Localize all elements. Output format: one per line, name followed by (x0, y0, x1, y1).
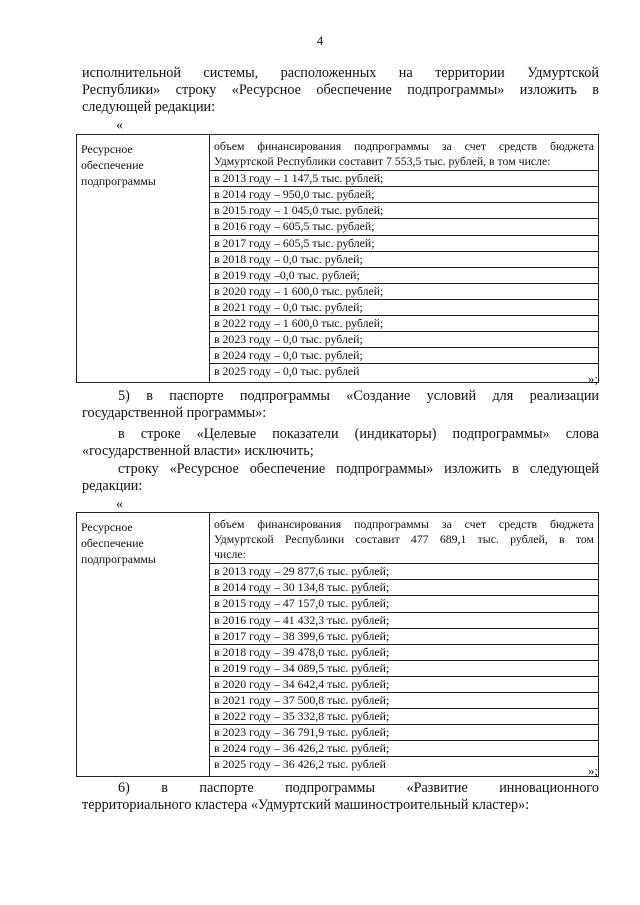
table1-content-cell (210, 135, 599, 383)
intro-line-2: Республики» строку «Ресурсное обеспечение подпрограммы» изложить в (82, 82, 599, 98)
table2-year-row: в 2021 году – 37 500,8 тыс. рублей; (210, 692, 598, 708)
table1-year-row: в 2025 году – 0,0 тыс. рублей (210, 363, 598, 382)
item6-line-1: 6) в паспорте подпрограммы «Развитие инновационного (118, 780, 599, 796)
table2-intro-line-3: числе: (214, 547, 246, 562)
table2-label-line: подпрограммы (81, 552, 156, 566)
open-quote-1: « (116, 118, 123, 133)
item5-line-1: 5) в паспорте подпрограммы «Создание условий для реализации (118, 388, 599, 404)
table2-year-row: в 2020 году – 34 642,4 тыс. рублей; (210, 676, 598, 692)
table1-intro-line-2: Удмуртской Республики составит 7 553,5 тыс. рублей, в том числе: (214, 154, 551, 169)
table2-year-row: в 2013 году – 29 877,6 тыс. рублей; (210, 563, 598, 579)
table2-year-row: в 2019 году – 34 089,5 тыс. рублей; (210, 660, 598, 676)
table1-year-row: в 2014 году – 950,0 тыс. рублей; (210, 186, 598, 202)
table1-label-line: Ресурсное (81, 142, 133, 156)
table1-year-row: в 2020 году – 1 600,0 тыс. рублей; (210, 283, 598, 299)
table2-year-row: в 2014 году – 30 134,8 тыс. рублей; (210, 579, 598, 595)
table1-year-row: в 2023 году – 0,0 тыс. рублей; (210, 331, 598, 347)
item5-line-4: «государственной власти» исключить; (82, 443, 314, 459)
intro-line-1: исполнительной системы, расположенных на территории Удмуртской (82, 65, 599, 81)
table2-year-row: в 2016 году – 41 432,3 тыс. рублей; (210, 612, 598, 628)
close-quote-1: »; (587, 371, 598, 386)
table2-intro-line-2: Удмуртской Республики составит 477 689,1 тыс. рублей, в том (214, 532, 594, 547)
table2-intro-line-1: объем финансирования подпрограммы за счет средств бюджета (214, 517, 594, 531)
item5-line-5: строку «Ресурсное обеспечение подпрограммы» изложить в следующей (118, 461, 599, 477)
resource-table-1 (76, 134, 599, 383)
table2-year-row: в 2018 году – 39 478,0 тыс. рублей; (210, 644, 598, 660)
table1-year-row: в 2022 году – 1 600,0 тыс. рублей; (210, 315, 598, 331)
table1-year-row: в 2021 году – 0,0 тыс. рублей; (210, 299, 598, 315)
page-number: 4 (316, 33, 324, 48)
table2-year-row: в 2022 году – 35 332,8 тыс. рублей; (210, 708, 598, 724)
table1-label-line: подпрограммы (81, 174, 156, 188)
table2-year-row: в 2017 году – 38 399,6 тыс. рублей; (210, 628, 598, 644)
item5-line-3: в строке «Целевые показатели (индикаторы) подпрограммы» слова (118, 426, 599, 442)
intro-line-3: следующей редакции: (82, 99, 216, 115)
item5-line-2: государственной программы»: (82, 405, 267, 421)
item6-line-2: территориального кластера «Удмуртский машиностроительный кластер»: (82, 797, 530, 813)
item5-line-6: редакции: (82, 478, 143, 494)
close-quote-2: »; (587, 763, 598, 778)
table2-year-row: в 2015 году – 47 157,0 тыс. рублей; (210, 595, 598, 611)
table1-year-row: в 2019 году –0,0 тыс. рублей; (210, 267, 598, 283)
table1-year-row: в 2017 году – 605,5 тыс. рублей; (210, 235, 598, 251)
table2-year-row: в 2025 году – 36 426,2 тыс. рублей (210, 756, 598, 775)
table2-year-row: в 2023 году – 36 791,9 тыс. рублей; (210, 724, 598, 740)
resource-table-2 (76, 512, 599, 777)
table1-year-row: в 2015 году – 1 045,0 тыс. рублей; (210, 202, 598, 218)
table1-year-row: в 2018 году – 0,0 тыс. рублей; (210, 251, 598, 267)
table2-label-line: Ресурсное (81, 520, 133, 534)
table1-label-cell (77, 135, 210, 383)
table1-intro-line-1: объем финансирования подпрограммы за счет средств бюджета (214, 139, 594, 153)
table1-year-row: в 2013 году – 1 147,5 тыс. рублей; (210, 170, 598, 186)
table2-label-cell (77, 513, 210, 777)
table2-year-row: в 2024 году – 36 426,2 тыс. рублей; (210, 740, 598, 756)
table2-label-line: обеспечение (81, 536, 144, 550)
table1-year-row: в 2016 году – 605,5 тыс. рублей; (210, 218, 598, 234)
table1-year-row: в 2024 году – 0,0 тыс. рублей; (210, 347, 598, 363)
open-quote-2: « (116, 497, 123, 512)
table2-content-cell (210, 513, 599, 777)
table1-label-line: обеспечение (81, 158, 144, 172)
